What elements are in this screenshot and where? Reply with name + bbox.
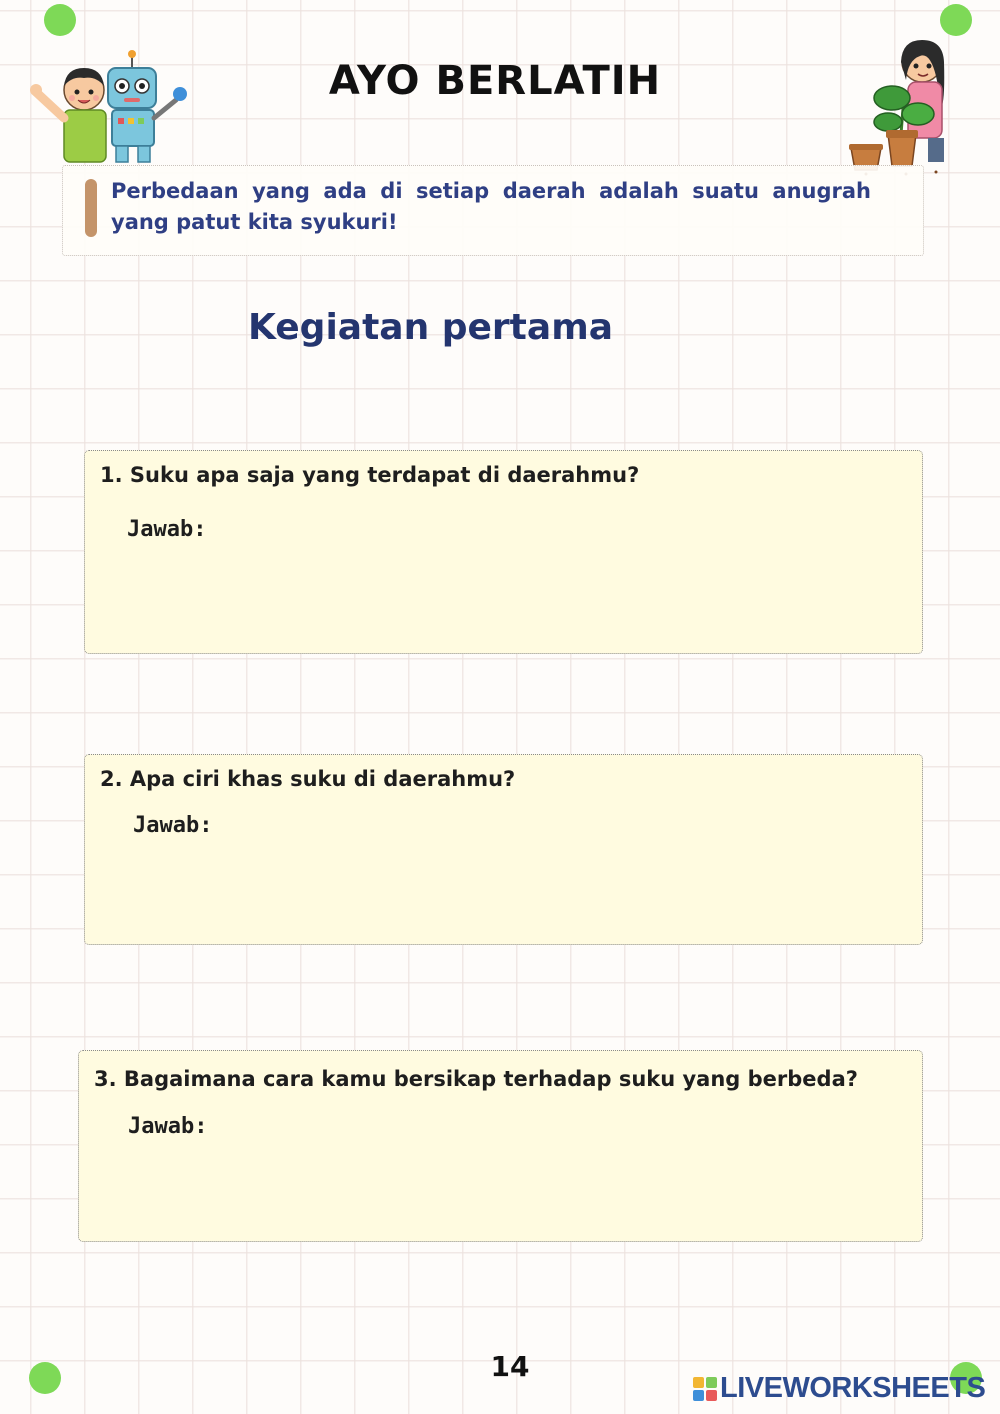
liveworksheets-logo-icon — [692, 1376, 718, 1402]
boy-robot-illustration — [30, 48, 195, 166]
motivation-note — [62, 165, 924, 256]
answer-label-3: Jawab: — [128, 1114, 208, 1139]
question-text-1: 1. Suku apa saja yang terdapat di daerahmu? — [100, 463, 640, 487]
corner-dot-top-right — [940, 4, 972, 36]
question-card-2 — [84, 754, 923, 945]
question-text-2: 2. Apa ciri khas suku di daerahmu? — [100, 767, 516, 791]
answer-label-2: Jawab: — [133, 813, 213, 838]
question-card-1 — [84, 450, 923, 654]
question-card-3 — [78, 1050, 923, 1242]
liveworksheets-brand[interactable] — [692, 1372, 985, 1405]
question-text-3: 3. Bagaimana cara kamu bersikap terhadap suku yang berbeda? — [94, 1067, 858, 1091]
note-accent-bar — [85, 179, 97, 237]
brand-text: LIVEWORKSHEETS — [720, 1372, 986, 1404]
note-text: Perbedaan yang ada di setiap daerah adalah suatu anugrah yang patut kita syukuri! — [111, 179, 871, 234]
corner-dot-bottom-left — [29, 1362, 61, 1394]
girl-plants-illustration — [846, 36, 956, 176]
answer-label-1: Jawab: — [127, 517, 207, 542]
page-number: 14 — [490, 1350, 530, 1383]
activity-title: Kegiatan pertama — [248, 307, 613, 348]
page-title: AYO BERLATIH — [328, 58, 662, 104]
corner-dot-top-left — [44, 4, 76, 36]
